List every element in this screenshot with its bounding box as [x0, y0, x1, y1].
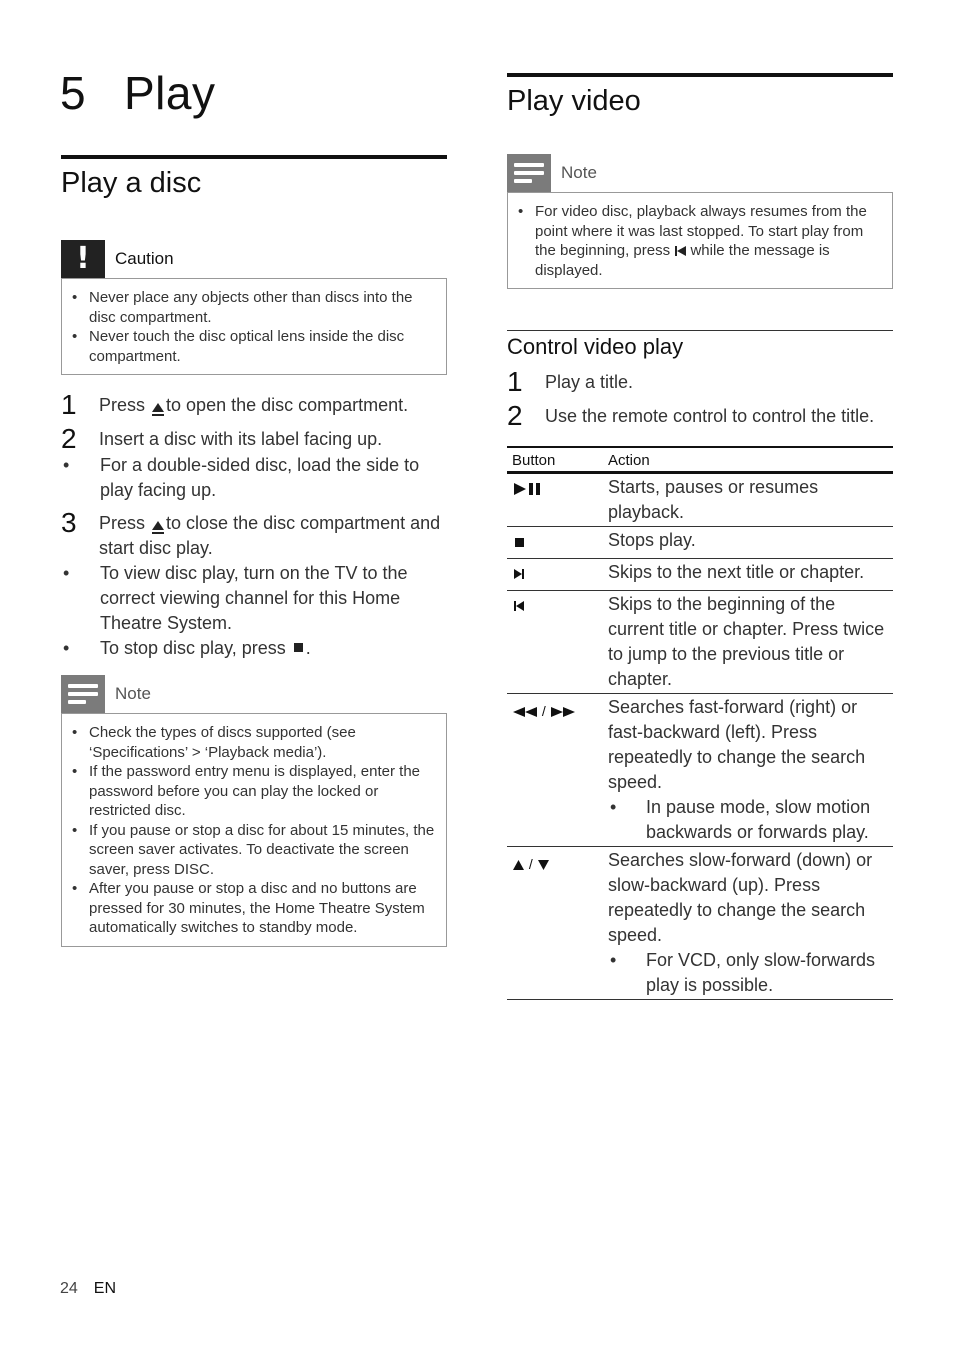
- step-number: 2: [61, 423, 77, 454]
- step-text: Insert a disc with its label facing up.: [99, 429, 383, 449]
- action-text: Stops play.: [603, 527, 893, 559]
- caution-item: • Never place any objects other than discs into the disc compartment.: [72, 288, 438, 327]
- table-row: [507, 473, 893, 527]
- table-row: [507, 694, 893, 847]
- note-icon: [61, 675, 105, 713]
- step-sub-item-stop: • To stop disc play, press .: [61, 636, 447, 661]
- right-column: [507, 73, 893, 1000]
- caution-item: • Never touch the disc optical lens inside the disc compartment.: [72, 327, 438, 366]
- step-1: [61, 391, 447, 419]
- action-sub-item: • In pause mode, slow motion backwards or forwards play.: [608, 795, 893, 845]
- note-box-right: [507, 154, 893, 289]
- note-item: • For video disc, playback always resumes from the point where it was last stopped. To start play from the beginning, press while the message is displayed.: [518, 202, 884, 280]
- play-pause-icon: [512, 482, 544, 496]
- note-item: • If you pause or stop a disc for about 15 minutes, the screen saver activates. To deactivate the screen saver, press DISC.: [72, 821, 438, 880]
- table-row: [507, 527, 893, 559]
- column-header-action: Action: [603, 447, 893, 473]
- fast-forward-icon: [550, 705, 576, 719]
- language-code: EN: [93, 1280, 117, 1297]
- action-text: Searches fast-forward (right) or fast-backward (left). Press repeatedly to change the search speed.: [608, 697, 866, 792]
- previous-icon: [674, 245, 686, 257]
- step-text: to close the disc compartment and start disc play.: [99, 513, 441, 558]
- step-number: 1: [61, 389, 77, 420]
- step-3: [61, 509, 447, 561]
- control-table: [507, 446, 893, 1000]
- step-number: 2: [507, 400, 523, 431]
- step-number: 3: [61, 507, 77, 538]
- step-text: Play a title.: [545, 372, 634, 392]
- stop-icon: [294, 643, 303, 652]
- action-text: Skips to the next title or chapter.: [603, 559, 893, 591]
- action-text: Searches slow-forward (down) or slow-backward (up). Press repeatedly to change the search speed.: [608, 850, 873, 945]
- next-icon: [512, 567, 526, 581]
- step-text: Press: [99, 513, 146, 533]
- page-number: 24: [60, 1280, 78, 1297]
- step-number: 1: [507, 366, 523, 397]
- step-sub-item: • To view disc play, turn on the TV to the correct viewing channel for this Home Theatre System.: [61, 561, 447, 636]
- caution-icon: !: [61, 240, 105, 278]
- disc-steps: [61, 391, 447, 661]
- caution-box: [61, 240, 447, 375]
- chapter-name: Play: [124, 67, 216, 119]
- video-steps: [507, 368, 893, 430]
- step-1: [507, 368, 893, 396]
- note-item: • Check the types of discs supported (see ‘Specifications’ > ‘Playback media’).: [72, 723, 438, 762]
- section-heading-play-a-disc: Play a disc: [61, 155, 447, 200]
- button-separator: /: [528, 856, 533, 872]
- note-item: • After you pause or stop a disc and no buttons are pressed for 30 minutes, the Home Theatre System automatically switches to standby mode.: [72, 879, 438, 938]
- down-arrow-icon: [537, 859, 550, 871]
- button-separator: /: [541, 703, 546, 719]
- note-icon: [507, 154, 551, 192]
- table-row: [507, 847, 893, 1000]
- action-text: Skips to the beginning of the current title or chapter. Press twice to jump to the previous title or chapter.: [603, 591, 893, 694]
- step-text: Press: [99, 395, 146, 415]
- step-sub-item: • For a double-sided disc, load the side to play facing up.: [61, 453, 447, 503]
- eject-icon: [152, 403, 164, 416]
- action-text: Starts, pauses or resumes playback.: [603, 473, 893, 527]
- previous-icon: [512, 599, 526, 613]
- left-column: [61, 155, 447, 947]
- caution-label: Caution: [115, 249, 174, 268]
- chapter-number: 5: [60, 67, 87, 119]
- table-row: [507, 591, 893, 694]
- chapter-title: [60, 66, 215, 120]
- step-2: [507, 402, 893, 430]
- column-header-button: Button: [507, 447, 603, 473]
- note-box-left: [61, 675, 447, 947]
- action-sub-item: • For VCD, only slow-forwards play is possible.: [608, 948, 893, 998]
- eject-icon: [152, 521, 164, 534]
- note-label: Note: [561, 163, 597, 182]
- subheading-control-video-play: Control video play: [507, 330, 893, 360]
- note-item: • If the password entry menu is displayed, enter the password before you can play the locked or restricted disc.: [72, 762, 438, 821]
- step-2: [61, 425, 447, 453]
- step-text: Use the remote control to control the title.: [545, 406, 875, 426]
- page-footer: [60, 1280, 116, 1298]
- rewind-icon: [512, 705, 538, 719]
- step-text: to open the disc compartment.: [166, 395, 409, 415]
- stop-icon: [512, 535, 526, 549]
- up-arrow-icon: [512, 859, 525, 871]
- section-heading-play-video: Play video: [507, 73, 893, 118]
- table-row: [507, 559, 893, 591]
- note-label: Note: [115, 684, 151, 703]
